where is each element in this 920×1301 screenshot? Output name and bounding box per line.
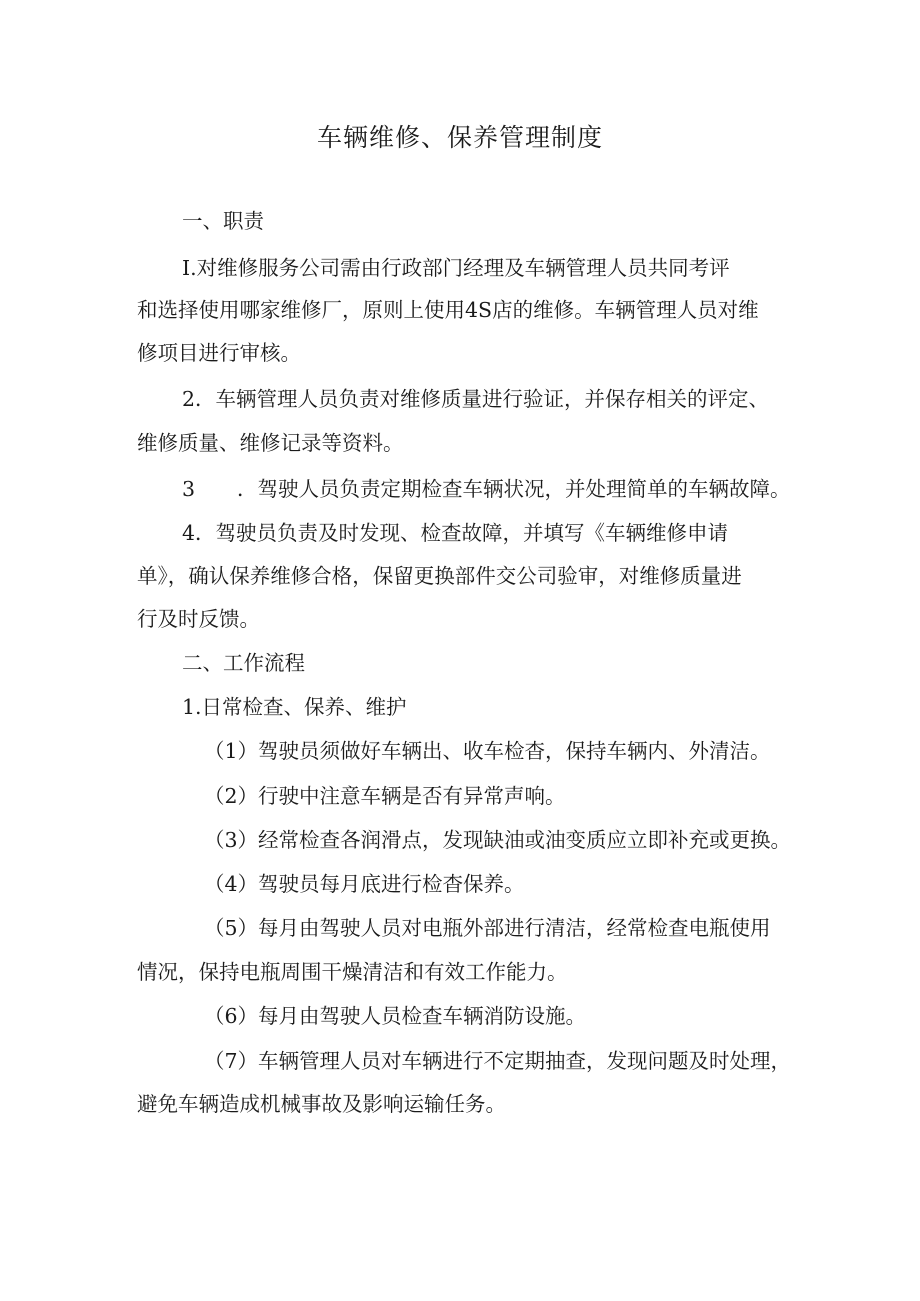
duty-item-1-line-3: 修项目进行审核。 xyxy=(137,341,301,365)
duty-item-4-line-2: 单》，确认保养维修合格，保留更换部件交公司验审，对维修质量进 xyxy=(137,564,742,588)
workflow-point-2: （2）行驶中注意车辆是否有异常声响。 xyxy=(204,784,566,808)
duty-item-1-line-1: I.对维修服务公司需由行政部门经理及车辆管理人员共同考评 xyxy=(182,256,730,280)
workflow-point-1: （1）驾驶员须做好车辆出、收车检杳，保持车辆内、外清洁。 xyxy=(204,739,771,763)
duty-item-2-line-1: 2．车辆管理人员负责对维修质量进行验证，并保存相关的评定、 xyxy=(182,387,770,411)
workflow-point-7-line-1: （7）车辆管理人员对车辆进行不定期抽查，发现问题及时处理， xyxy=(204,1049,792,1073)
workflow-point-4: （4）驾驶员每月底进行检杳保养。 xyxy=(204,872,525,896)
workflow-point-6: （6）每月由驾驶人员检查车辆消防设施。 xyxy=(204,1004,587,1028)
duty-item-3-text: ．驾驶人员负责定期检查车辆状况，并处理简单的车辆故障。 xyxy=(237,477,791,501)
duty-item-4-line-3: 行及时反馈。 xyxy=(137,607,260,631)
section-heading-duties: 一、职责 xyxy=(182,209,264,233)
duty-item-1-line-2: 和选择使用哪家维修厂，原则上使用4S店的维修。车辆管理人员对维 xyxy=(137,298,759,322)
duty-item-4-line-1: 4．驾驶员负责及时发现、检查故障，并填写《车辆维修申请 xyxy=(182,521,729,545)
workflow-point-7-line-2: 避免车辆造成机械事故及影响运输任务。 xyxy=(137,1092,506,1116)
workflow-point-3: （3）经常检查各润滑点，发现缺油或油变质应立即补充或更换。 xyxy=(204,828,792,852)
workflow-point-5-line-2: 情况，保持电瓶周围干燥清洁和有效工作能力。 xyxy=(137,960,568,984)
workflow-point-5-line-1: （5）每月由驾驶人员对电瓶外部进行清洁，经常检查电瓶使用 xyxy=(204,916,771,940)
section-heading-workflow: 二、工作流程 xyxy=(182,651,305,675)
document-title: 车辆维修、保养管理制度 xyxy=(316,123,603,152)
duty-item-2-line-2: 维修质量、维修记录等资料。 xyxy=(137,431,404,455)
duty-item-3-number: 3 xyxy=(182,477,196,501)
workflow-subheading-daily: 1.日常检查、保养、维护 xyxy=(182,695,407,719)
duty-item-3 xyxy=(182,474,791,504)
